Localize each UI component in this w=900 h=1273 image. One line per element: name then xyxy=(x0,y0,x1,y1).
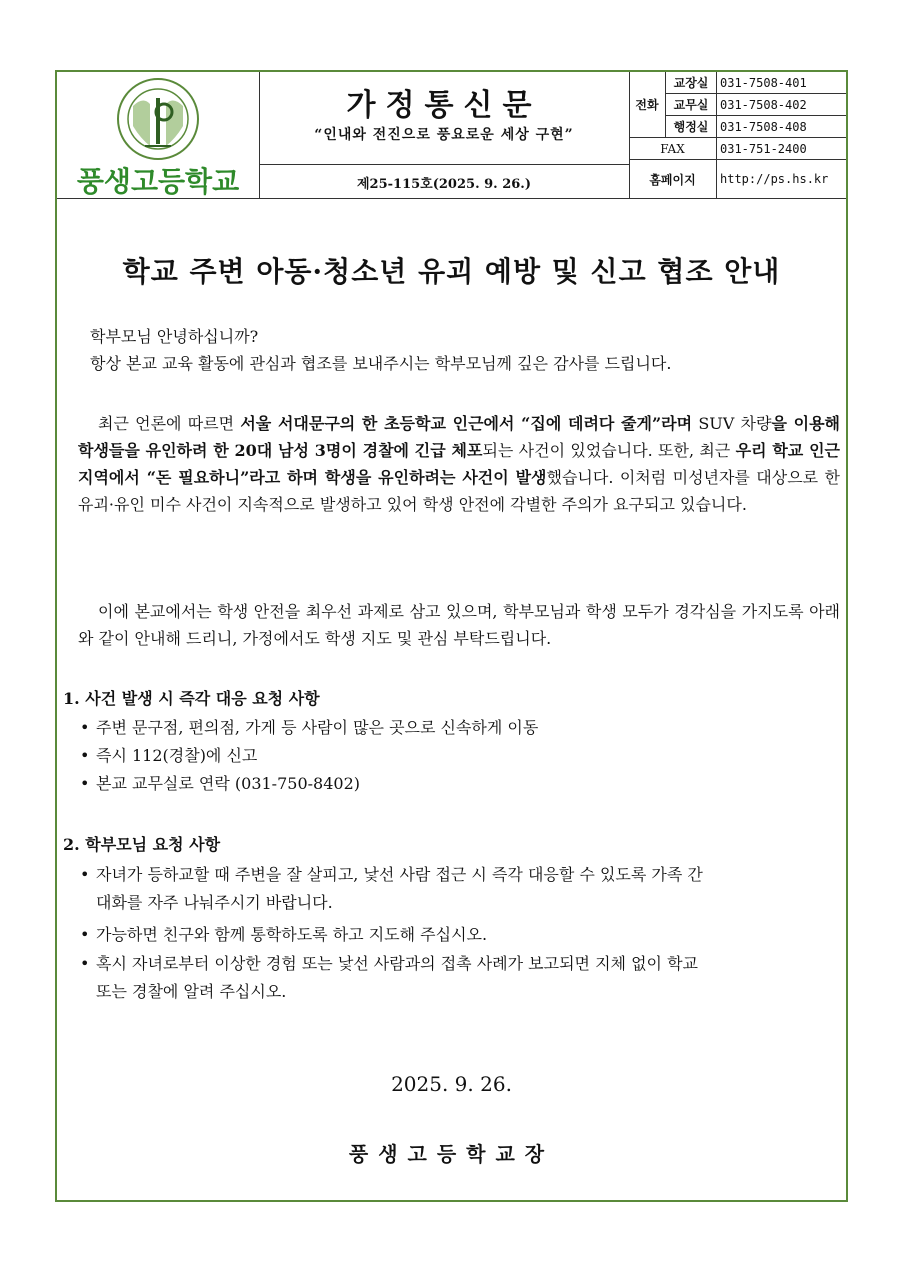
section-1-heading: 1. 사건 발생 시 즉각 대응 요청 사항 xyxy=(63,689,320,708)
paragraph-request: 이에 본교에서는 학생 안전을 최우선 과제로 삼고 있으며, 학부모님과 학생 모두가 경각심을 가지도록 아래와 같이 안내해 드리니, 가정에서도 학생 지도 및 관심 부탁드립니다. xyxy=(78,602,840,648)
greeting-line-2: 항상 본교 교육 활동에 관심과 협조를 보내주시는 학부모님께 깊은 감사를 드립니다. xyxy=(90,354,672,373)
list-item: • 혹시 자녀로부터 이상한 경험 또는 낯선 사람과의 접촉 사례가 보고되면 지체 없이 학교 xyxy=(80,954,698,973)
homepage-label: 홈페이지 xyxy=(629,160,717,199)
list-item: • 자녀가 등하교할 때 주변을 잘 살피고, 낯선 사람 접근 시 즉각 대응할 수 있도록 가족 간 xyxy=(80,865,703,884)
phone-principal: 031-7508-401 xyxy=(717,72,847,94)
list-item: • 가능하면 친구와 함께 통학하도록 하고 지도해 주십시오. xyxy=(80,925,488,944)
paragraph-incident: 최근 언론에 따르면 서울 서대문구의 한 초등학교 인근에서 “집에 데려다 줄게”라며 SUV 차량을 이용해 학생들을 유인하려 한 20대 남성 3명이 경찰에 긴급 체포되는 사건이 있었습니다. 또한, 최근 우리 학교 인근 지역에서 “돈 필요하니”라고 하며 학생을 유인하려는 사건이 발생했습니다. 이처럼 미성년자를 대상으로 한 유괴·유인 미수 사건이 지속적으로 발생하고 있어 학생 안전에 각별한 주의가 요구되고 있습니다. xyxy=(78,414,840,514)
list-item: • 주변 문구점, 편의점, 가게 등 사람이 많은 곳으로 신속하게 이동 xyxy=(80,718,539,737)
newsletter-title-cell xyxy=(259,72,630,198)
newsletter-title: 가정통신문 xyxy=(346,88,542,123)
logo-cell xyxy=(57,72,260,198)
phone-label-academic: 교무실 xyxy=(666,94,717,116)
list-item-continuation: 또는 경찰에 알려 주십시오. xyxy=(96,982,287,1001)
homepage-url: http://ps.hs.kr xyxy=(717,160,847,199)
list-item: • 본교 교무실로 연락 (031-750-8402) xyxy=(80,774,360,793)
greeting-line-1: 학부모님 안녕하십니까? xyxy=(90,327,259,346)
phone-admin: 031-7508-408 xyxy=(717,116,847,138)
letterhead xyxy=(57,72,846,199)
document-date: 2025. 9. 26. xyxy=(391,1072,512,1096)
phone-label-admin: 행정실 xyxy=(666,116,717,138)
section-2-heading: 2. 학부모님 요청 사항 xyxy=(63,835,221,854)
list-item-continuation: 대화를 자주 나눠주시기 바랍니다. xyxy=(96,893,333,912)
fax-label: FAX xyxy=(629,138,717,160)
phone-label: 전화 xyxy=(629,72,666,138)
issue-number: 제25-115호(2025. 9. 26.) xyxy=(357,177,531,192)
phone-label-principal: 교장실 xyxy=(666,72,717,94)
school-emblem-icon xyxy=(115,76,201,162)
principal-signature: 풍생고등학교장 xyxy=(348,1142,555,1166)
contact-table xyxy=(629,72,846,198)
list-item: • 즉시 112(경찰)에 신고 xyxy=(80,746,258,765)
document-title: 학교 주변 아동·청소년 유괴 예방 및 신고 협조 안내 xyxy=(122,255,781,288)
school-name: 풍생고등학교 xyxy=(76,165,240,198)
school-slogan: “인내와 전진으로 풍요로운 세상 구현” xyxy=(314,127,574,143)
fax-number: 031-751-2400 xyxy=(717,138,847,160)
phone-academic: 031-7508-402 xyxy=(717,94,847,116)
